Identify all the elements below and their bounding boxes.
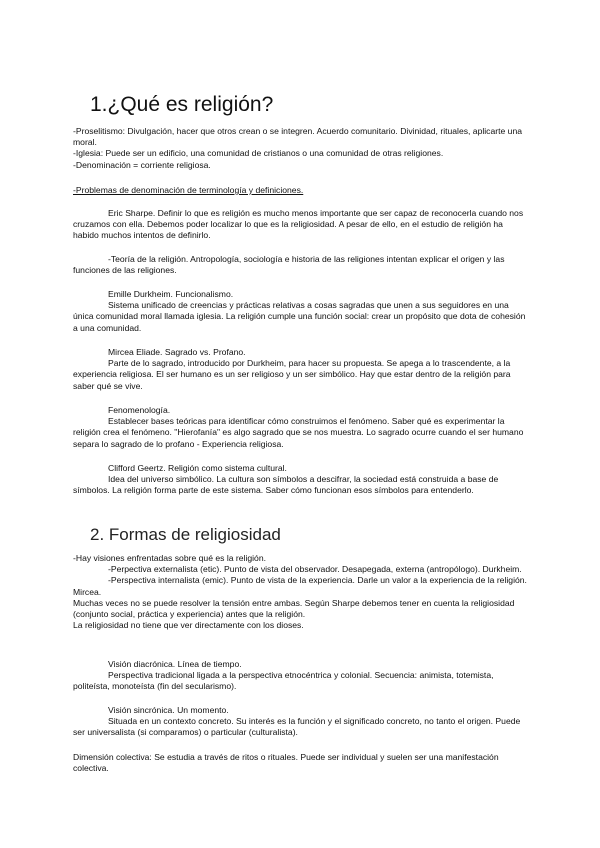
geertz-text: Idea del universo simbólico. La cultura son símbolos a descifrar, la sociedad está construida a base de símbolos. La religión forma parte de este sistema. Saber cómo funcionan esos símbolos para entenderlo. bbox=[73, 474, 499, 496]
visions-intro: -Hay visiones enfrentadas sobre qué es la religión. bbox=[73, 553, 266, 563]
dioses-paragraph: La religiosidad no tiene que ver directamente con los dioses. bbox=[73, 620, 304, 631]
fenomenologia-title: Fenomenología. bbox=[108, 405, 171, 415]
geertz-block bbox=[73, 463, 531, 497]
iglesia-paragraph: -Iglesia: Puede ser un edificio, una comunidad de cristianos o una comunidad de otras religiones. bbox=[73, 148, 444, 159]
sharpe-paragraph: Eric Sharpe. Definir lo que es religión es mucho menos importante que ser capaz de reconocerla cuando nos cruzamos con ella. Debemos poder localizar lo que es la religiosidad. A pesar de ello, en el estudio de religión ha habido muchos intentos de definirlo. bbox=[73, 208, 524, 241]
sincronica-block bbox=[73, 705, 531, 739]
externalista-paragraph: -Perpectiva externalista (etic). Punto de vista del observador. Desapegada, externa (antropólogo). Durkheim. bbox=[108, 564, 522, 575]
diacronica-text: Perspectiva tradicional ligada a la perspectiva etnocéntrica y colonial. Secuencia: animista, totemista, politeísta, monoteísta (fin del secularismo). bbox=[73, 670, 494, 692]
diacronica-block bbox=[73, 659, 531, 693]
internalista-paragraph: -Perspectiva internalista (emic). Punto de vista de la experiencia. Darle un valor a la experiencia de la religión. Mircea. bbox=[73, 575, 527, 597]
diacronica-title: Visión diacrónica. Línea de tiempo. bbox=[108, 659, 242, 669]
colectiva-block bbox=[73, 752, 531, 774]
geertz-title: Clifford Geertz. Religión como sistema cultural. bbox=[108, 463, 287, 473]
durkheim-text: Sistema unificado de creencias y prácticas relativas a cosas sagradas que unen a sus seguidores en una única comunidad moral llamada iglesia. La religión cumple una función social: crear un propósito que dota de cohesión a una comunidad. bbox=[73, 300, 526, 333]
eliade-title: Mircea Eliade. Sagrado vs. Profano. bbox=[108, 347, 246, 357]
durkheim-block bbox=[73, 289, 531, 334]
colectiva-paragraph: Dimensión colectiva: Se estudia a través de ritos o rituales. Puede ser individual y suelen ser una manifestación colectiva. bbox=[73, 752, 499, 774]
proselitismo-paragraph: -Proselitismo: Divulgación, hacer que otros crean o se integren. Acuerdo comunitario. Divinidad, rituales, aplicarte una moral. bbox=[73, 126, 523, 148]
sincronica-text: Situada en un contexto concreto. Su interés es la función y el significado concreto, no tanto el origen. Puede ser universalista (si comparamos) o particular (culturalista). bbox=[73, 716, 521, 738]
durkheim-title: Emille Durkheim. Funcionalismo. bbox=[108, 289, 234, 299]
denominacion-paragraph: -Denominación = corriente religiosa. bbox=[73, 159, 211, 170]
problems-heading: -Problemas de denominación de terminología y definiciones. bbox=[73, 185, 304, 195]
intro-definitions bbox=[73, 126, 531, 171]
teoria-block bbox=[73, 254, 531, 276]
section-1-heading: 1.¿Qué es religión? bbox=[90, 93, 274, 116]
teoria-paragraph: -Teoría de la religión. Antropología, sociología e historia de las religiones intentan explicar el origen y las funciones de las religiones. bbox=[73, 254, 505, 276]
fenomenologia-block bbox=[73, 405, 531, 450]
eliade-block bbox=[73, 347, 531, 392]
sincronica-title: Visión sincrónica. Un momento. bbox=[108, 705, 229, 715]
fenomenologia-text: Establecer bases teóricas para identificar cómo construimos el fenómeno. Saber qué es experimentar la religión crea el fenómeno. "Hierofanía" es algo sagrado que se nos muestra. Lo sagrado ocurre cuando el ser humano separa lo sagrado de lo profano - Experiencia religiosa. bbox=[73, 416, 524, 449]
sharpe-block bbox=[73, 208, 531, 242]
section-2-heading: 2. Formas de religiosidad bbox=[90, 525, 281, 544]
tension-paragraph: Muchas veces no se puede resolver la tensión entre ambas. Según Sharpe debemos tener en cuenta la religiosidad (conjunto social, práctica y experiencia) antes que la religión. bbox=[73, 597, 515, 620]
problems-heading-block bbox=[73, 185, 531, 196]
visions-block bbox=[73, 553, 531, 631]
eliade-text: Parte de lo sagrado, introducido por Durkheim, para hacer su propuesta. Se apega a lo trascendente, a la experiencia religiosa. El ser humano es un ser religioso y un ser simbólico. Hay que estar dentro de la religión para saber qué se vive. bbox=[73, 358, 511, 391]
